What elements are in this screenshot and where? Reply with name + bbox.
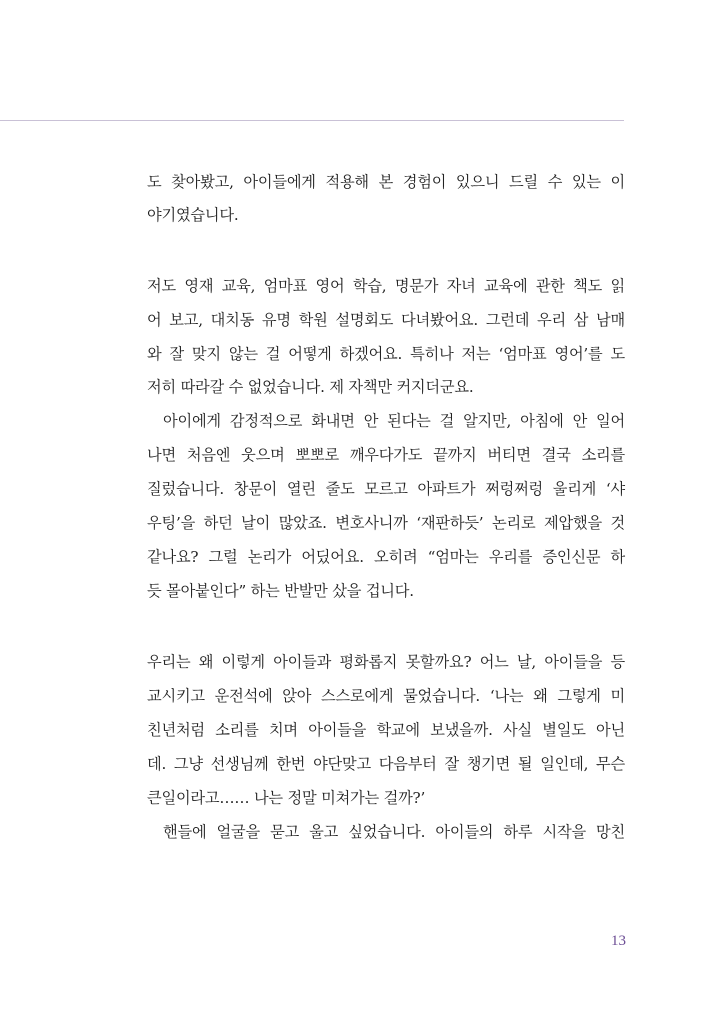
text-line: 와 잘 맞지 않는 걸 어떻게 하겠어요. 특히나 저는 ‘엄마표 영어’를 도 <box>147 345 625 363</box>
text-line: 어 보고, 대치동 유명 학원 설명회도 다녀봤어요. 그런데 우리 삼 남매 <box>147 311 625 329</box>
text-line: 듯 몰아붙인다” 하는 반발만 샀을 겁니다. <box>147 582 414 600</box>
text-line: 우팅’을 하던 날이 많았죠. 변호사니까 ‘재판하듯’ 논리로 제압했을 것 <box>147 514 625 532</box>
text-line: 친년처럼 소리를 치며 아이들을 학교에 보냈을까. 사실 별일도 아닌 <box>147 721 625 739</box>
text-line: 저히 따라갈 수 없었습니다. 제 자책만 커지더군요. <box>147 378 474 396</box>
text-line: 우리는 왜 이렇게 아이들과 평화롭지 못할까요? 어느 날, 아이들을 등 <box>147 653 625 671</box>
text-line: 나면 처음엔 웃으며 뽀뽀로 깨우다가도 끝까지 버티면 결국 소리를 <box>147 446 625 464</box>
body-text <box>147 0 625 1024</box>
text-line: 큰일이라고…… 나는 정말 미쳐가는 걸까?’ <box>147 789 426 807</box>
text-line: 야기였습니다. <box>147 206 239 224</box>
text-line: 저도 영재 교육, 엄마표 영어 학습, 명문가 자녀 교육에 관한 책도 읽 <box>147 277 625 295</box>
text-line: 데. 그냥 선생님께 한번 야단맞고 다음부터 잘 챙기면 될 일인데, 무슨 <box>147 755 625 773</box>
text-line: 질렀습니다. 창문이 열린 줄도 모르고 아파트가 쩌렁쩌렁 울리게 ‘샤 <box>147 480 625 498</box>
text-line: 아이에게 감정적으로 화내면 안 된다는 걸 알지만, 아침에 안 일어 <box>163 412 625 430</box>
page-number: 13 <box>611 933 626 949</box>
text-line: 같나요? 그럴 논리가 어딨어요. 오히려 “엄마는 우리를 증인신문 하 <box>147 548 625 566</box>
text-line: 교시키고 운전석에 앉아 스스로에게 물었습니다. ‘나는 왜 그렇게 미 <box>147 687 625 705</box>
text-line: 도 찾아봤고, 아이들에게 적용해 본 경험이 있으니 드릴 수 있는 이 <box>147 173 625 191</box>
text-line: 핸들에 얼굴을 묻고 울고 싶었습니다. 아이들의 하루 시작을 망친 <box>163 823 625 841</box>
